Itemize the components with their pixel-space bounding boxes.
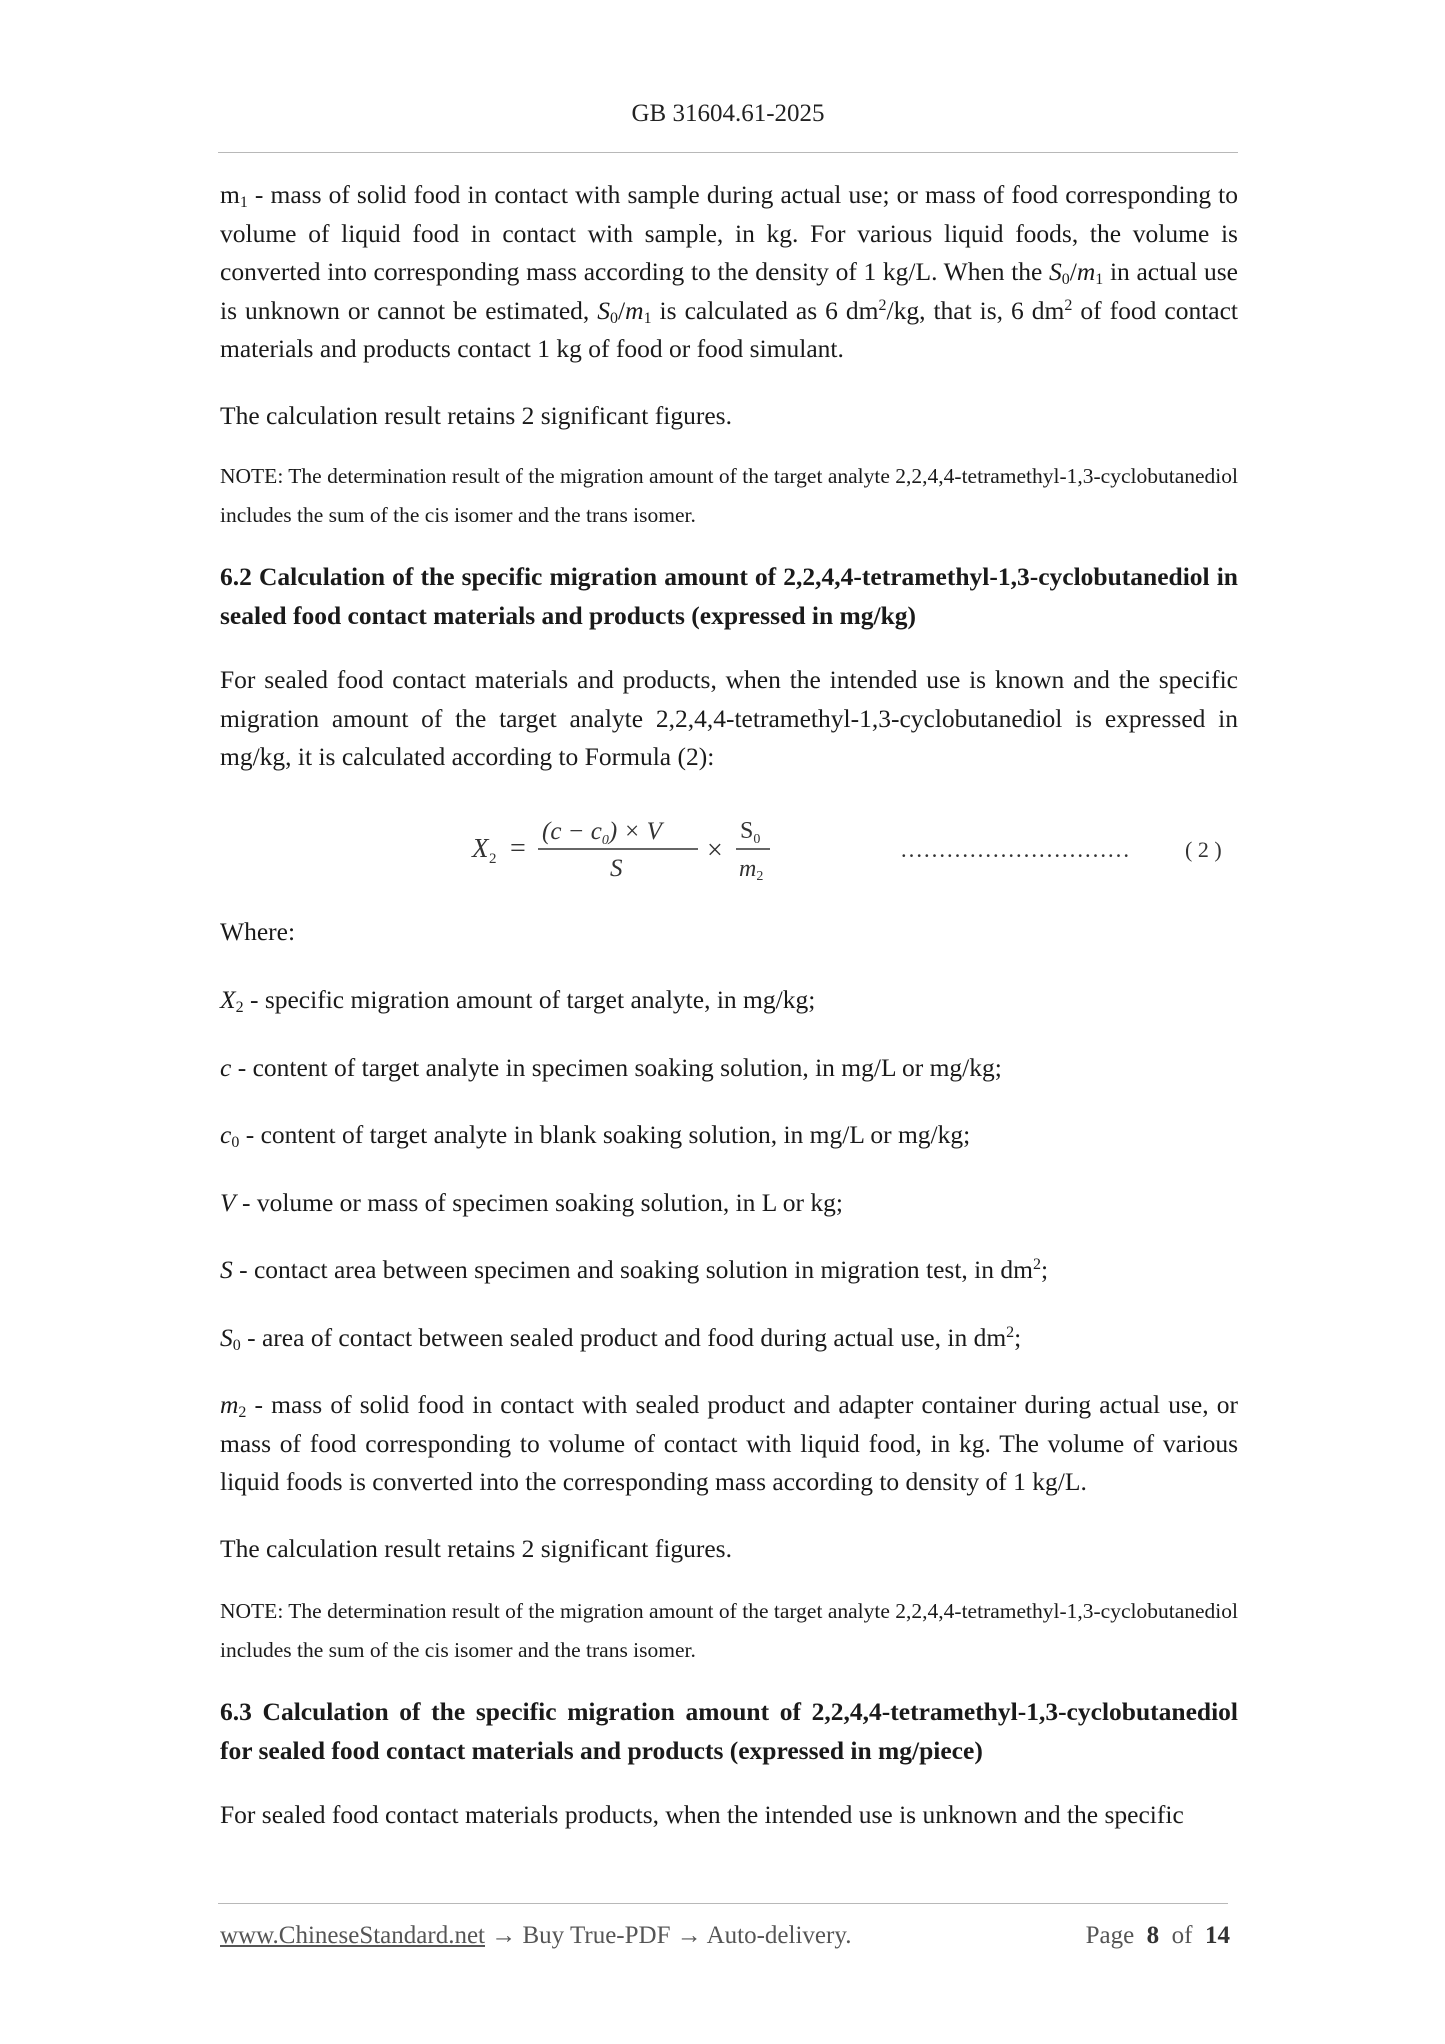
page-footer (220, 1922, 1230, 1950)
formula-number: ( 2 ) (1185, 836, 1222, 862)
calculation-result-note-2: The calculation result retains 2 significant figures. (220, 1533, 732, 1563)
definition-c: c - content of target analyte in specimen soaking solution, in mg/L or mg/kg; (220, 1052, 1002, 1082)
site-link[interactable]: www.ChineseStandard.net (220, 1922, 485, 1949)
document-id: GB 31604.61-2025 (631, 100, 825, 127)
formula-lhs-symbol: X (472, 832, 489, 863)
section-6-2-heading: 6.2 Calculation of the specific migration amount of 2,2,4,4-tetramethyl-1,3-cyclobutanediol in sealed food contact materials and products (expressed in mg/kg) (220, 562, 1238, 630)
definition-x2: $X_2$ - specific migration amount of target analyte, in mg/kg; (220, 985, 816, 1016)
formula-denominator-2: m2 (739, 855, 764, 884)
footer-divider (218, 1903, 1228, 1904)
formula-2 (220, 787, 1238, 887)
definition-m2: $m_2$ - mass of solid food in contact with sealed product and adapter container during actual use, or mass of food corresponding to volume of contact with liquid food, in kg. The volume of various liquid foods is converted into the corresponding mass according to density of 1 kg/L. (220, 1390, 1238, 1496)
calculation-result-note: The calculation result retains 2 significant figures. (220, 400, 732, 430)
formula-numerator-2: $S_0$ (740, 817, 761, 847)
header-divider (218, 152, 1238, 153)
auto-delivery-text: Auto-delivery. (706, 1922, 852, 1949)
formula-2-graphic (220, 787, 1238, 887)
definition-s: S - contact area between specimen and soaking solution in migration test, in $dm^2$; (220, 1255, 1049, 1284)
document-header (218, 100, 1238, 128)
definition-c0: $c_0$ - content of target analyte in blank soaking solution, in mg/L or mg/kg; (220, 1120, 971, 1151)
formula-lhs-subscript: 2 (489, 850, 497, 867)
arrow-icon: → (485, 1922, 523, 1949)
buy-pdf-link[interactable]: Buy True-PDF (522, 1922, 671, 1949)
arrow-icon: → (670, 1922, 707, 1949)
formula-numerator-1: $(c - c_0) \times V$ (542, 817, 662, 848)
where-label: Where: (220, 916, 296, 946)
definition-v: V - volume or mass of specimen soaking solution, in L or kg; (220, 1187, 844, 1217)
definition-s0: $S_0$ - area of contact between sealed product and food during actual use, in $dm^2$; (220, 1322, 1022, 1354)
current-page-number: 8 (1146, 1922, 1160, 1949)
section-6-2-intro: For sealed food contact materials and products, when the intended use is known and the specific migration amount of the target analyte 2,2,4,4-tetramethyl-1,3-cyclobutanediol is expressed in mg/kg, it is calculated according to Formula (2): (220, 665, 1238, 771)
formula-times: × (707, 834, 723, 866)
section-6-3-heading: 6.3 Calculation of the specific migration amount of 2,2,4,4-tetramethyl-1,3-cyclobutanediol for sealed food contact materials and products (expressed in mg/piece) (220, 1697, 1238, 1765)
page-content (220, 176, 1238, 1835)
section-6-3-intro: For sealed food contact materials products, when the intended use is unknown and the specific (220, 1800, 1184, 1829)
page-indicator: Page 8 of 14 (1085, 1922, 1230, 1949)
total-pages-number: 14 (1205, 1922, 1230, 1949)
formula-leader-dots: ………………………… (900, 836, 1130, 862)
formula-equals: = (510, 832, 526, 864)
isomer-note: NOTE: The determination result of the migration amount of the target analyte 2,2,4,4-tetramethyl-1,3-cyclobutanediol includes the sum of the cis isomer and the trans isomer. (220, 464, 1238, 527)
formula-denominator-1: S (610, 854, 623, 882)
m1-definition-paragraph: $m_1$ - mass of solid food in contact with sample during actual use; or mass of food corresponding to volume of liquid food in contact with sample, in kg. For various liquid foods, the volume is converted into corresponding mass according to the density of 1 kg/L. When the $S_0/m_1$ in actual use is unknown or cannot be estimated, $S_0/m_1$ is calculated as 6 $dm^2/kg$, that is, 6 $dm^2$ of food contact materials and products contact 1 kg of food or food simulant. (220, 180, 1239, 363)
isomer-note-2: NOTE: The determination result of the migration amount of the target analyte 2,2,4,4-tetramethyl-1,3-cyclobutanediol includes the sum of the cis isomer and the trans isomer. (220, 1599, 1238, 1662)
